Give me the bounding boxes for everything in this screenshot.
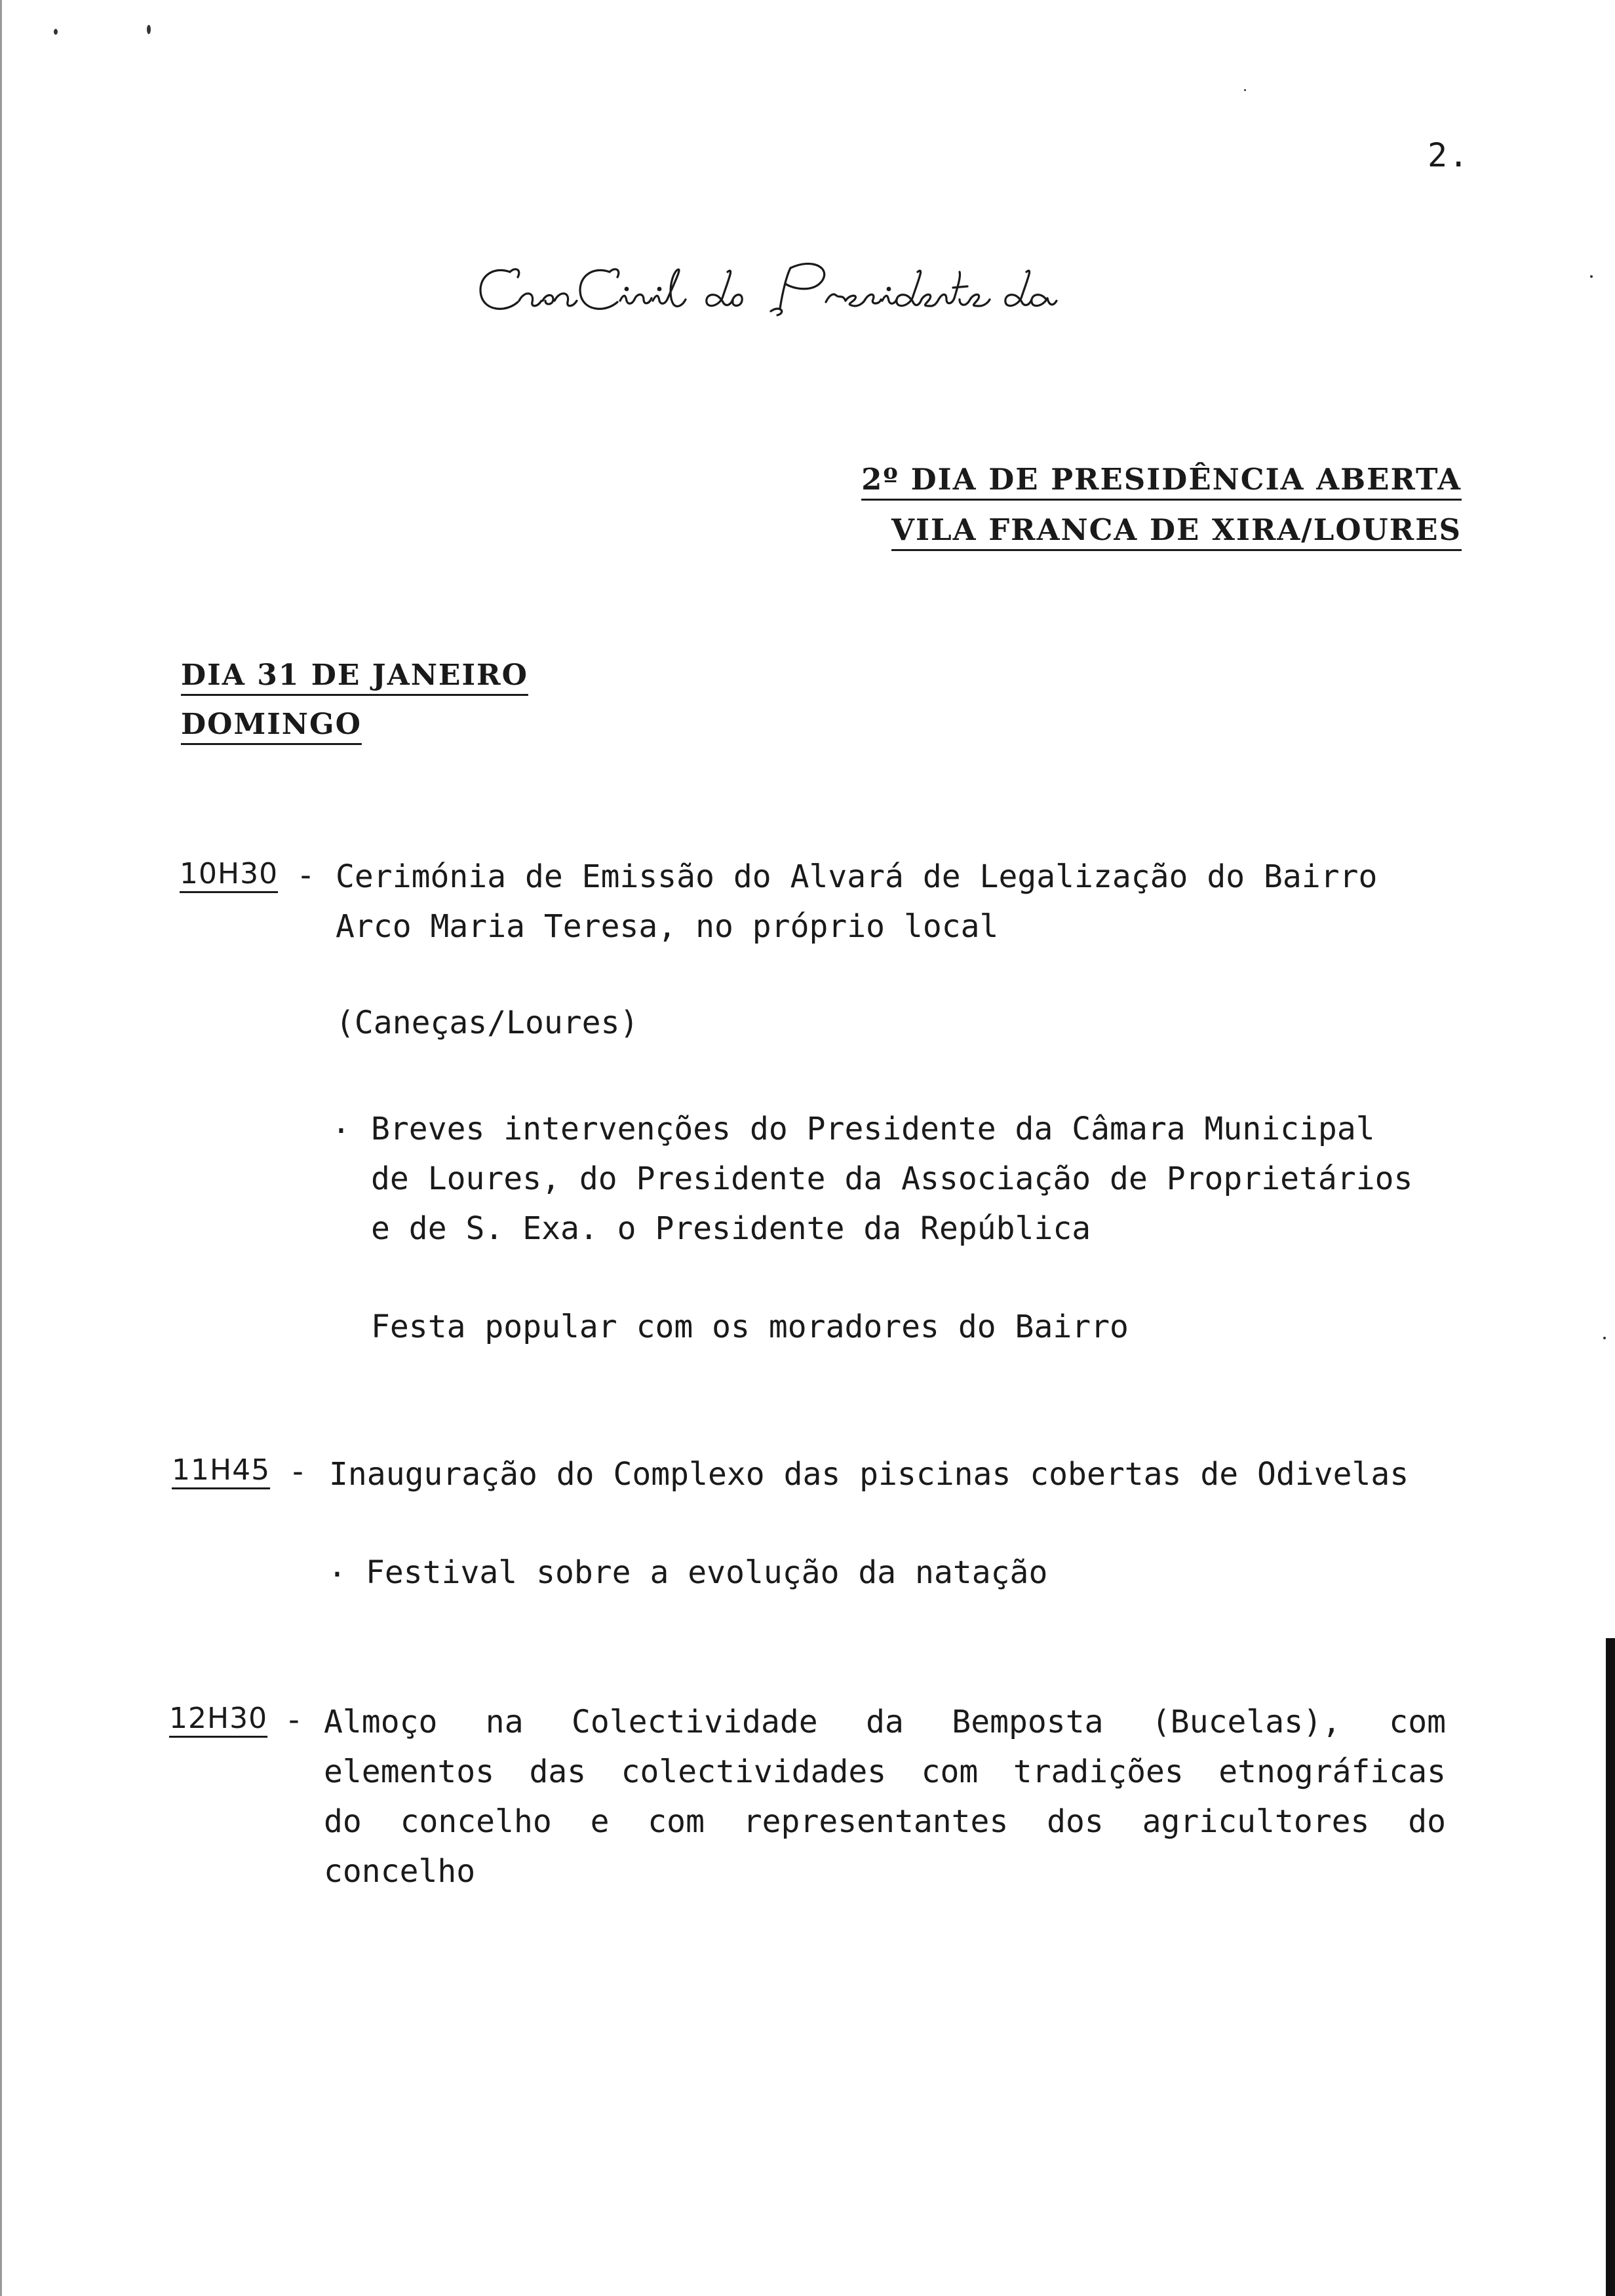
- letterhead-logo: [472, 252, 1127, 324]
- bullet-line: Breves intervenções do Presidente da Câmara Municipal: [371, 1111, 1375, 1147]
- schedule-text-line: Inauguração do Complexo das piscinas cobertas de Odivelas: [329, 1456, 1409, 1493]
- schedule-text-line: Cerimónia de Emissão do Alvará de Legalização do Bairro: [336, 858, 1378, 895]
- day-date: DIA 31 DE JANEIRO: [181, 659, 528, 692]
- bullet-dot: .: [328, 1548, 347, 1584]
- schedule-text-line: do concelho e com representantes dos agricultores do: [324, 1803, 1446, 1840]
- scan-speck: [1590, 275, 1593, 278]
- scan-left-edge: [0, 0, 2, 2296]
- schedule-time: 10H30: [180, 857, 279, 890]
- schedule-text-line: Arco Maria Teresa, no próprio local: [336, 908, 999, 945]
- bullet-line: e de S. Exa. o Presidente da República: [371, 1210, 1091, 1247]
- scan-right-edge: [1606, 1638, 1615, 2296]
- schedule-text-line: concelho: [324, 1853, 476, 1890]
- schedule-extra: Festa popular com os moradores do Bairro: [371, 1309, 1129, 1345]
- header-title: 2º DIA DE PRESIDÊNCIA ABERTA: [861, 462, 1462, 497]
- day-weekday: DOMINGO: [181, 708, 362, 741]
- bullet-line: de Loures, do Presidente da Associação de Proprietários: [371, 1160, 1413, 1197]
- scan-speck: [147, 25, 151, 34]
- time-separator: -: [296, 857, 315, 894]
- schedule-time: 12H30: [169, 1702, 268, 1735]
- schedule-time: 11H45: [172, 1453, 271, 1487]
- scan-speck: [1244, 89, 1246, 91]
- header-subtitle: VILA FRANCA DE XIRA/LOURES: [891, 512, 1462, 547]
- page-number: 2.: [1428, 136, 1470, 174]
- schedule-text-line: Almoço na Colectividade da Bemposta (Bucelas), com: [324, 1704, 1446, 1740]
- time-separator: -: [284, 1702, 303, 1738]
- scan-speck: [54, 29, 58, 35]
- time-separator: -: [288, 1453, 307, 1490]
- bullet-dot: .: [332, 1104, 351, 1141]
- scan-speck: [1603, 1337, 1606, 1339]
- schedule-text-line: elementos das colectividades com tradições etnográficas: [324, 1753, 1446, 1790]
- schedule-paragraph: [324, 1697, 1446, 1896]
- schedule-location: (Caneças/Loures): [336, 1004, 639, 1041]
- bullet-line: Festival sobre a evolução da natação: [366, 1554, 1048, 1591]
